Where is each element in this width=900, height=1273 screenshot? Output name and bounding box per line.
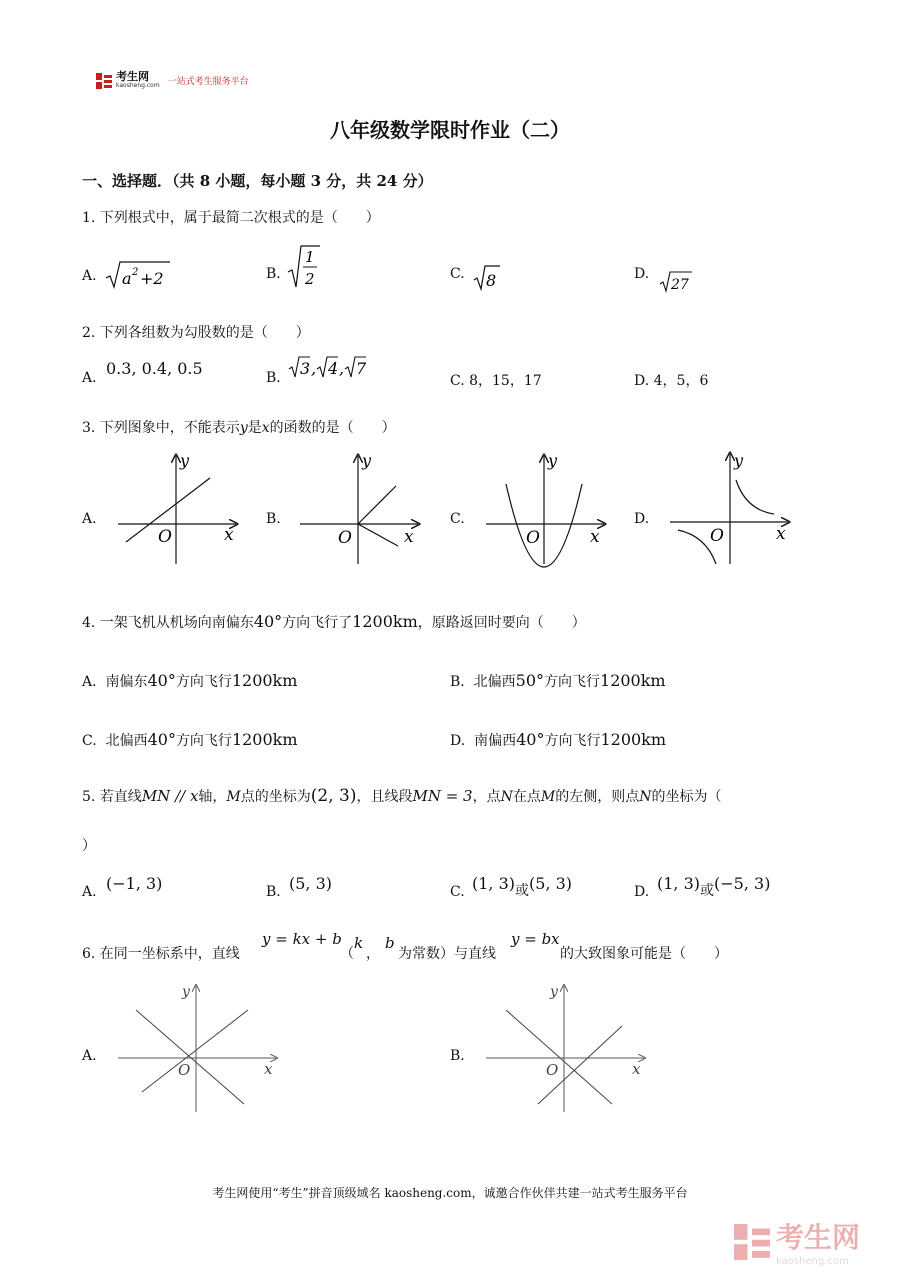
- graph-b-y-label: y: [362, 451, 372, 470]
- q2-option-a: 0.3, 0.4, 0.5: [106, 359, 203, 378]
- q5-d-or: 或: [700, 883, 715, 899]
- q5-p1: 5. 若直线: [82, 789, 142, 805]
- page-title: 八年级数学限时作业（二）: [330, 118, 570, 142]
- q4-dist: 1200km: [352, 612, 418, 631]
- q5-option-b: (5, 3): [289, 874, 333, 893]
- svg-text:,: ,: [339, 359, 345, 378]
- q4-b-dir: 北偏西: [473, 674, 516, 690]
- q6-label-a: A.: [82, 1048, 97, 1064]
- graph-a-y-label: y: [180, 451, 190, 470]
- q1-a-tail: +2: [140, 269, 164, 288]
- q5-label-d: D.: [634, 884, 650, 900]
- q3-graph-b: [296, 450, 426, 568]
- q1-d-radicand: 27: [671, 277, 689, 293]
- question-5-stem: [82, 786, 822, 807]
- q4-b-tail: 方向飞行: [544, 674, 601, 690]
- q1-option-c-radical: [472, 262, 502, 292]
- q4-option-c: [82, 730, 298, 751]
- watermark-text: 考生网: [775, 1221, 860, 1254]
- graph-6a-line-1: [136, 1010, 244, 1104]
- q2-option-b-radicals: [288, 354, 378, 382]
- graph-6a-origin: O: [178, 1061, 191, 1079]
- q5-label-c: C.: [450, 884, 465, 900]
- q4-stem-mid: 方向飞行了: [282, 615, 353, 631]
- q4-a-angle: 40°: [147, 671, 176, 690]
- q6-label-b: B.: [450, 1048, 465, 1064]
- graph-6a-line-2: [142, 1010, 248, 1092]
- graph-a-x-label: x: [224, 525, 234, 545]
- graph-6a-x-label: x: [264, 1060, 273, 1078]
- q1-option-b-radical: [286, 242, 326, 292]
- graph-6b-line-1: [506, 1010, 612, 1104]
- logo-text: 考生网: [116, 70, 149, 83]
- q5-p8: 的坐标为（: [651, 789, 722, 805]
- graph-d-x-label: x: [776, 524, 786, 544]
- graph-d-origin: O: [710, 526, 724, 546]
- graph-a-origin: O: [158, 527, 172, 547]
- q4-option-b: [450, 671, 666, 692]
- q4-a-tail: 方向飞行: [175, 674, 232, 690]
- q1-label-d: D.: [634, 266, 650, 282]
- q4-d-dir: 南偏西: [474, 733, 517, 749]
- watermark-domain: kaosheng.com: [775, 1256, 849, 1267]
- q6-graph-b: [482, 980, 652, 1116]
- q2-b-r1: 3: [300, 359, 311, 378]
- logo-icon: [96, 73, 112, 89]
- q1-option-d-radical: [658, 268, 694, 296]
- q6-eq1: y = kx + b: [262, 930, 342, 948]
- graph-c-x-label: x: [590, 527, 600, 547]
- q4-a-dist: 1200km: [231, 671, 298, 690]
- q6-p1: 6. 在同一坐标系中，直线: [82, 946, 240, 962]
- q5-p3: 点的坐标为: [240, 789, 311, 805]
- q3-y: y: [239, 420, 248, 436]
- q3-graph-c: [482, 450, 612, 568]
- q6-comma: ，: [366, 946, 380, 962]
- q4-a-label: A.: [82, 674, 97, 690]
- q4-stem-post: ，原路返回时要向（ ）: [417, 615, 586, 631]
- q5-c1: (1, 3): [472, 874, 516, 893]
- q5-c2: (5, 3): [529, 874, 573, 893]
- logo-domain: kaosheng.com: [116, 82, 160, 89]
- q5-option-a: (−1, 3): [106, 874, 163, 893]
- question-2-stem: 2. 下列各组数为勾股数的是（ ）: [82, 325, 310, 341]
- q5-n2: N: [639, 789, 652, 805]
- logo-slogan: 一站式考生服务平台: [167, 77, 249, 87]
- q2-option-c: C. 8，15，17: [450, 373, 542, 389]
- q5-p6: 在点: [512, 789, 541, 805]
- q3-stem-post: 的函数的是（ ）: [269, 420, 396, 436]
- q4-option-d: [450, 730, 666, 751]
- q5-label-b: B.: [266, 884, 281, 900]
- q4-stem-pre: 4. 一架飞机从机场向南偏东: [82, 615, 254, 631]
- q1-label-b: B.: [266, 266, 281, 282]
- q4-c-angle: 40°: [147, 730, 176, 749]
- q5-n: N: [500, 789, 513, 805]
- question-4-stem: [82, 612, 586, 633]
- q5-m: M: [226, 789, 241, 805]
- q5-p5: ，点: [472, 789, 501, 805]
- q2-option-d: D. 4，5，6: [634, 373, 709, 389]
- q5-len: MN = 3: [412, 787, 473, 805]
- q3-x: x: [261, 420, 270, 436]
- q4-d-angle: 40°: [516, 730, 545, 749]
- graph-6b-y-label: y: [550, 984, 558, 1000]
- q4-angle: 40°: [253, 612, 283, 631]
- q2-b-r2: 4: [328, 359, 339, 378]
- brand-logo: [96, 72, 249, 89]
- q5-p4: ，且线段: [356, 789, 413, 805]
- q4-d-dist: 1200km: [600, 730, 667, 749]
- q1-b-den: 2: [305, 270, 315, 288]
- q5-d1: (1, 3): [657, 874, 701, 893]
- question-1-stem: 1. 下列根式中，属于最简二次根式的是（ ）: [82, 210, 380, 226]
- q4-c-label: C.: [82, 733, 97, 749]
- q5-label-a: A.: [82, 884, 97, 900]
- q1-a-radicand: a: [122, 269, 132, 288]
- graph-6a-y-label: y: [182, 984, 190, 1000]
- graph-b-ray-down: [358, 524, 398, 546]
- q4-d-label: D.: [450, 733, 466, 749]
- q3-graph-d: [668, 450, 796, 568]
- q2-label-b: B.: [266, 370, 281, 386]
- q6-k: k: [354, 934, 364, 952]
- q6-p3: 为常数）与直线: [398, 946, 496, 962]
- q4-c-dir: 北偏西: [105, 733, 148, 749]
- graph-b-x-label: x: [404, 527, 414, 547]
- q5-m2: M: [540, 789, 556, 805]
- q6-p4: 的大致图象可能是（ ）: [560, 946, 728, 962]
- q5-option-d: [657, 874, 771, 899]
- q6-p2: （: [340, 946, 354, 962]
- q4-a-dir: 南偏东: [105, 674, 148, 690]
- q4-b-dist: 1200km: [600, 671, 666, 690]
- watermark: [734, 1216, 860, 1267]
- graph-6b-origin: O: [546, 1061, 559, 1079]
- q3-label-a: A.: [82, 511, 97, 527]
- q4-c-tail: 方向飞行: [175, 733, 232, 749]
- q5-option-c: [472, 874, 573, 899]
- q4-c-dist: 1200km: [231, 730, 298, 749]
- watermark-logo-icon: [734, 1224, 770, 1260]
- q5-coord: (2, 3): [310, 786, 357, 806]
- q3-stem-pre: 3. 下列图象中，不能表示: [82, 420, 240, 436]
- q2-label-a: A.: [82, 370, 97, 386]
- q6-eq2: y = bx: [511, 930, 560, 948]
- q5-c-or: 或: [515, 883, 530, 899]
- q3-graph-a: [114, 450, 244, 568]
- q1-b-num: 1: [305, 248, 315, 266]
- svg-text:,: ,: [311, 359, 317, 378]
- q5-p7: 的左侧，则点: [555, 789, 640, 805]
- q2-b-r3: 7: [356, 359, 367, 378]
- q1-label-c: C.: [450, 266, 465, 282]
- q3-stem-mid: 是: [247, 420, 262, 436]
- q3-label-d: D.: [634, 511, 650, 527]
- graph-c-y-label: y: [548, 451, 558, 470]
- q1-c-radicand: 8: [486, 271, 497, 290]
- q5-close-paren: ）: [82, 838, 96, 854]
- q1-option-a-radical: [104, 256, 174, 292]
- question-3-stem: [82, 418, 396, 438]
- graph-b-origin: O: [338, 528, 352, 548]
- q4-b-angle: 50°: [515, 671, 545, 690]
- graph-d-y-label: y: [734, 451, 744, 470]
- q6-b: b: [385, 934, 395, 952]
- q4-option-a: [82, 671, 297, 692]
- graph-d-branch-1: [736, 480, 774, 514]
- graph-6b-x-label: x: [632, 1060, 641, 1078]
- page-footer: 考生网使用“考生”拼音顶级域名 kaosheng.com，诚邀合作伙伴共建一站式考生服务平台: [212, 1186, 688, 1200]
- q4-d-tail: 方向飞行: [544, 733, 601, 749]
- graph-c-origin: O: [526, 528, 540, 548]
- q5-p2: 轴，: [198, 789, 227, 805]
- q3-label-c: C.: [450, 511, 465, 527]
- q5-d2: (−5, 3): [714, 874, 771, 893]
- q1-a-exp: 2: [132, 267, 139, 278]
- q3-label-b: B.: [266, 511, 281, 527]
- q4-b-label: B.: [450, 674, 465, 690]
- graph-b-ray-up: [358, 486, 396, 524]
- q1-label-a: A.: [82, 268, 97, 284]
- section-heading: 一、选择题．（共 8 小题，每小题 3 分，共 24 分）: [82, 172, 433, 190]
- q6-graph-a: [114, 980, 284, 1116]
- q5-mn: MN // x: [141, 787, 199, 805]
